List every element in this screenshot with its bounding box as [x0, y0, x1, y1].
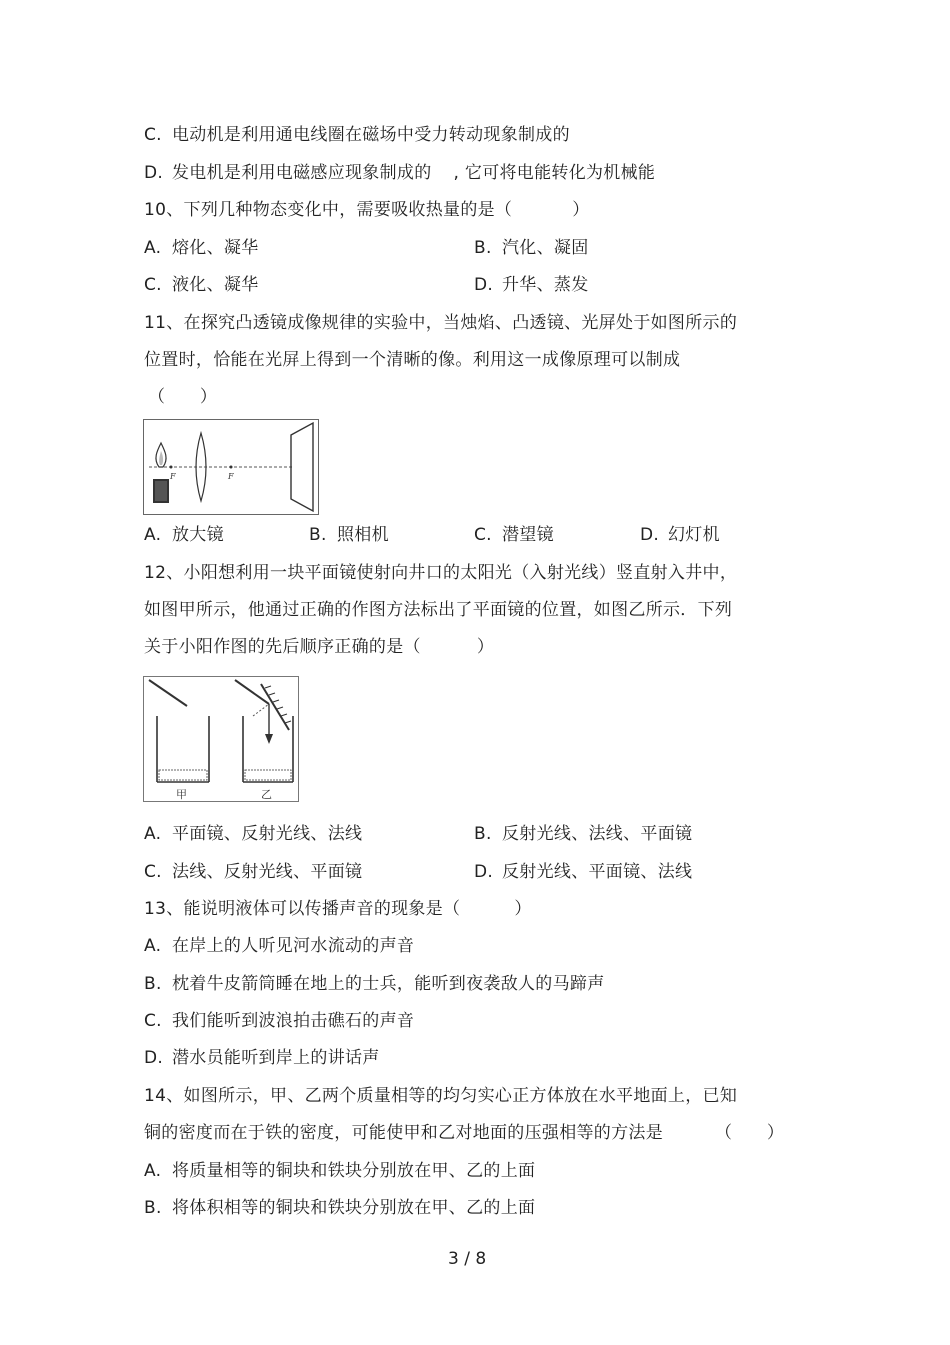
q11-option-c	[474, 524, 554, 546]
option-text: 将体积相等的铜块和铁块分别放在甲、乙的上面	[172, 1198, 536, 1218]
q11-option-d	[640, 524, 720, 546]
question-stem: 关于小阳作图的先后顺序正确的是（	[144, 637, 421, 657]
option-label: A.	[144, 936, 162, 956]
page-number: 3 / 8	[448, 1249, 487, 1269]
option-text: 法线、反射光线、平面镜	[172, 862, 363, 882]
answer-paren: （ ）	[715, 1123, 785, 1143]
q13-option-b	[144, 973, 605, 995]
option-label: B.	[474, 824, 492, 844]
q14-stem-line1: 14、如图所示，甲、乙两个质量相等的均匀实心正方体放在水平地面上，已知	[144, 1086, 738, 1106]
option-text: 液化、凝华	[172, 275, 259, 295]
option-label: B.	[144, 974, 162, 994]
light-screen	[291, 423, 313, 511]
option-text: 升华、蒸发	[502, 275, 589, 295]
option-label: D.	[640, 525, 660, 545]
q11-stem-line2: 位置时，恰能在光屏上得到一个清晰的像。利用这一成像原理可以制成	[144, 350, 681, 370]
option-label: D.	[474, 275, 494, 295]
answer-paren-close: ）	[476, 637, 495, 657]
q14-option-a	[144, 1160, 535, 1182]
option-label: B.	[474, 238, 492, 258]
q12-stem-line3	[144, 636, 494, 658]
answer-paren-close: ）	[514, 899, 532, 919]
normal-line	[253, 704, 269, 716]
figure-label-left: 甲	[176, 788, 187, 801]
q10-option-b	[474, 237, 589, 259]
q11-option-b	[309, 524, 389, 546]
focal-label: F	[228, 472, 234, 481]
option-label: C.	[144, 862, 162, 882]
q14-stem-line2	[144, 1122, 784, 1144]
answer-paren-close: ）	[572, 200, 590, 220]
option-label: C.	[144, 125, 162, 145]
option-text: 将质量相等的铜块和铁块分别放在甲、乙的上面	[172, 1161, 536, 1181]
q13-option-a	[144, 935, 414, 957]
focal-label: F	[170, 472, 176, 481]
option-text: 汽化、凝固	[502, 238, 589, 258]
option-label: A.	[144, 1161, 162, 1181]
option-text: 照相机	[337, 525, 389, 545]
option-label: A.	[144, 525, 162, 545]
option-text: 发电机是利用电磁感应现象制成的	[172, 163, 432, 183]
q10-option-a	[144, 237, 259, 259]
figure-label-right: 乙	[261, 788, 272, 801]
incident-ray	[149, 680, 187, 706]
lens-diagram	[143, 419, 319, 515]
option-text: 熔化、凝华	[172, 238, 259, 258]
option-text-continued: , 它可将电能转化为机械能	[453, 163, 656, 183]
option-label: A.	[144, 238, 162, 258]
option-label: D.	[474, 862, 494, 882]
question-stem: 13、能说明液体可以传播声音的现象是（	[144, 899, 461, 919]
option-text: 反射光线、法线、平面镜	[502, 824, 693, 844]
q11-option-a	[144, 524, 224, 546]
option-text: 放大镜	[172, 525, 224, 545]
option-label: D.	[144, 163, 164, 183]
q13-option-d	[144, 1047, 380, 1069]
q12-option-c	[144, 861, 362, 883]
option-text: 潜望镜	[502, 525, 554, 545]
q12-stem-line2: 如图甲所示，他通过正确的作图方法标出了平面镜的位置，如图乙所示．下列	[144, 600, 733, 620]
option-text: 枕着牛皮箭筒睡在地上的士兵，能听到夜袭敌人的马蹄声	[172, 974, 605, 994]
q12-option-d	[474, 861, 692, 883]
q12-stem-line1: 12、小阳想利用一块平面镜使射向井口的太阳光（入射光线）竖直射入井中，	[144, 563, 738, 583]
well-mirror-diagram	[143, 676, 299, 802]
option-text: 平面镜、反射光线、法线	[172, 824, 363, 844]
option-text: 幻灯机	[668, 525, 720, 545]
q12-mirror-figure	[143, 676, 299, 806]
option-label: B.	[144, 1198, 162, 1218]
option-label: A.	[144, 824, 162, 844]
question-stem: 铜的密度而在于铁的密度，可能使甲和乙对地面的压强相等的方法是	[144, 1123, 663, 1143]
incident-ray	[235, 680, 269, 704]
option-text: 反射光线、平面镜、法线	[502, 862, 693, 882]
q9-option-d	[144, 162, 655, 184]
q11-answer-paren: （ ）	[148, 387, 218, 407]
option-label: C.	[144, 275, 162, 295]
option-text: 我们能听到波浪拍击礁石的声音	[172, 1011, 415, 1031]
question-stem: 10、下列几种物态变化中，需要吸收热量的是（	[144, 200, 513, 220]
q10-option-c	[144, 274, 259, 296]
option-text: 电动机是利用通电线圈在磁场中受力转动现象制成的	[172, 125, 570, 145]
q13-option-c	[144, 1010, 414, 1032]
option-label: C.	[474, 525, 492, 545]
q9-option-c	[144, 124, 570, 146]
q12-option-b	[474, 823, 692, 845]
q10-option-d	[474, 274, 589, 296]
option-label: C.	[144, 1011, 162, 1031]
option-label: B.	[309, 525, 327, 545]
q14-option-b	[144, 1197, 535, 1219]
plane-mirror	[261, 684, 289, 730]
q13-stem	[144, 898, 532, 920]
q11-lens-figure	[143, 419, 319, 519]
q10-stem	[144, 199, 590, 221]
option-label: D.	[144, 1048, 164, 1068]
q12-option-a	[144, 823, 362, 845]
q11-stem-line1: 11、在探究凸透镜成像规律的实验中，当烛焰、凸透镜、光屏处于如图所示的	[144, 313, 738, 333]
option-text: 潜水员能听到岸上的讲话声	[172, 1048, 380, 1068]
option-text: 在岸上的人听见河水流动的声音	[172, 936, 415, 956]
